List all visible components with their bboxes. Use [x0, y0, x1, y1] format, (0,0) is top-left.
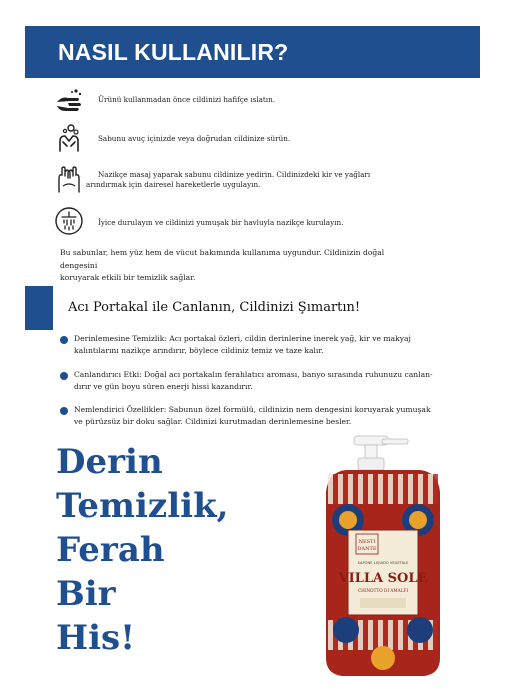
massage-hands-icon	[54, 164, 84, 194]
step-3-line-1: Nazikçe masaj yaparak sabunu cildinize yedirin. Cildinizdeki kir ve yağları	[98, 170, 371, 179]
step-2	[54, 123, 474, 153]
step-3-line-2: arındırmak için dairesel hareketlerle uygulayın.	[86, 180, 261, 189]
headline-line: His!	[56, 618, 136, 658]
shower-icon	[54, 206, 84, 236]
step-3	[54, 164, 474, 194]
step-1-text: Ürünü kullanmadan önce cildinizi hafifçe ıslatın.	[98, 95, 276, 104]
soap-bottle-image	[318, 430, 448, 680]
intro-paragraph	[60, 247, 420, 285]
headline-line: Ferah	[56, 530, 165, 570]
bottle-name: VILLA SOLE	[338, 571, 428, 586]
bullet-3-line-1: Nemlendirici Özellikler: Sabunun özel formülü, cildinizin nem dengesini koruyarak yumuşak	[74, 405, 431, 414]
bullet-text	[74, 404, 454, 429]
bottle-subtitle: SAPONE LIQUIDO VEGETALE	[357, 561, 409, 565]
bullet-2-line-2: dırır ve gün boyu süren enerji hissi kazandırır.	[74, 382, 253, 392]
bullet-dot	[60, 407, 68, 415]
page-title: NASIL KULLANILIR?	[58, 39, 289, 65]
soap-hands-icon	[54, 123, 84, 153]
bullet-text	[74, 333, 454, 358]
bullet-1-line-1: Derinlemesine Temizlik: Acı portakal özleri, cildin derinlerine inerek yağ, kir ve makyaj	[74, 334, 411, 343]
bullet-item	[60, 404, 455, 430]
intro-line-1: Bu sabunlar, hem yüz hem de vücut bakımında kullanıma uygundur. Cildinizin doğal dengesini	[60, 248, 385, 270]
step-3-text	[86, 170, 371, 190]
bullet-3-line-2: ve pürüzsüz bir doku sağlar. Cildinizi kurutmadan derinlemesine besler.	[74, 417, 352, 427]
bullet-2-line-1: Canlandırıcı Etki: Doğal acı portakalın ferahlatıcı aroması, banyo sırasında ruhunuzu canlan-	[74, 370, 433, 379]
headline-line: Temizlik,	[56, 486, 229, 526]
bullet-dot	[60, 336, 68, 344]
step-4	[54, 206, 474, 236]
headline-line: Bir	[56, 574, 116, 614]
intro-line-2: koruyarak etkili bir temizlik sağlar.	[60, 273, 196, 282]
headline	[56, 440, 228, 660]
step-1	[54, 86, 474, 116]
step-4-text: İyice durulayın ve cildinizi yumuşak bir havluyla nazikçe kurulayın.	[98, 218, 344, 227]
section-tab	[25, 286, 53, 330]
hand-washing-icon	[54, 86, 84, 116]
headline-line: Derin	[56, 442, 163, 482]
section-title: Acı Portakal ile Canlanın, Cildinizi Şımartın!	[68, 300, 361, 315]
bottle-brand-1: NESTI	[358, 539, 376, 545]
bullet-dot	[60, 372, 68, 380]
bullet-1-line-2: kalıntılarını nazikçe arındırır, böylece cildiniz temiz ve taze kalır.	[74, 346, 324, 356]
bottle-variant: CHINOTTO DI AMALFI	[357, 588, 409, 593]
step-2-text: Sabunu avuç içinizde veya doğrudan cildinize sürün.	[98, 134, 291, 143]
bullet-item	[60, 333, 455, 359]
bullet-text	[74, 369, 454, 394]
bullet-item	[60, 369, 455, 395]
bottle-brand-2: DANTE	[357, 546, 377, 552]
